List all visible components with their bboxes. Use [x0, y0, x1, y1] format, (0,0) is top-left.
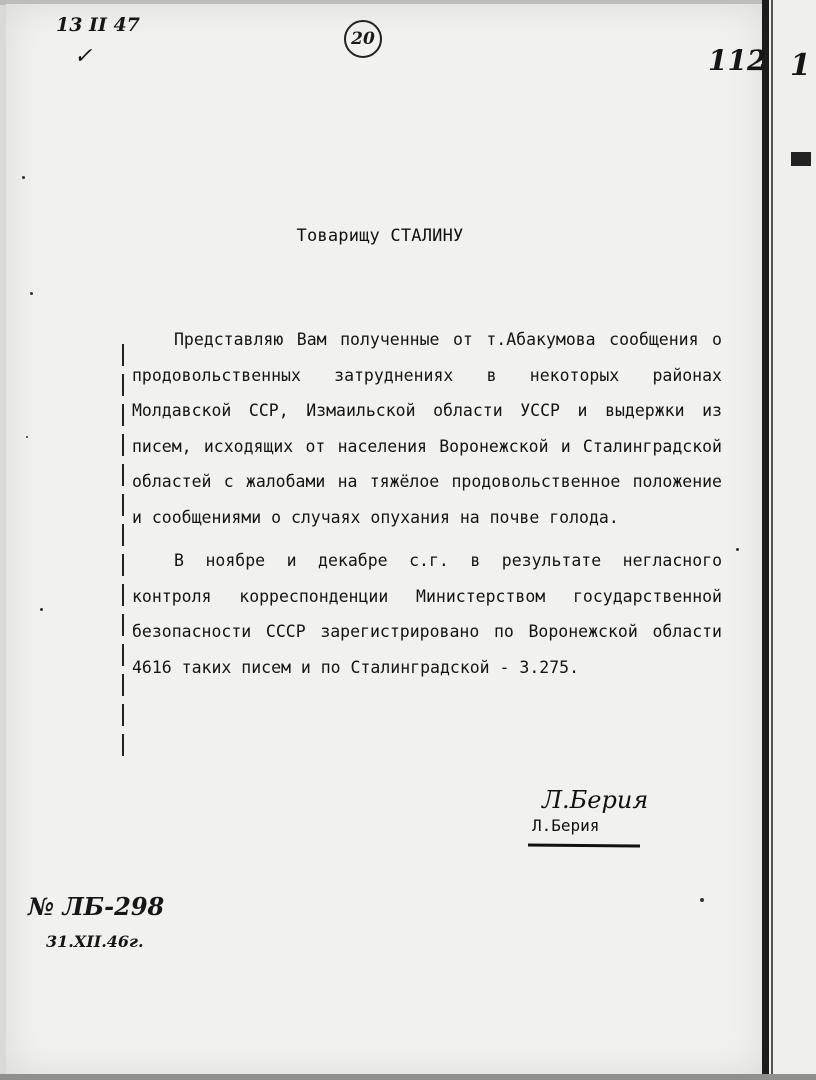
- page-number-text: 20: [351, 29, 375, 49]
- scan-speck: [30, 292, 33, 295]
- page-binding-shadow: [771, 0, 773, 1080]
- signature-block: [520, 786, 660, 856]
- paragraph-1: Представляю Вам полученные от т.Абакумова сообщения о продовольственных затруднениях в некоторых районах Молдавской ССР, Измаильской области УССР и выдержки из писем, исходящих от населения Воронежской и Сталинградской областей с жалобами на тяжёлое продовольственное положение и сообщениями о случаях опухания на почве голода.: [132, 330, 722, 527]
- scan-speck: [40, 608, 43, 611]
- circled-page-number: [344, 20, 382, 58]
- typed-signature-name: Л.Берия: [532, 816, 600, 835]
- addressee-heading: Товарищу СТАЛИНУ: [296, 226, 464, 246]
- outgoing-registration-date: 31.XII.46г.: [46, 932, 144, 951]
- page-binding-edge: [762, 0, 769, 1080]
- binding-mark: [791, 152, 811, 166]
- scan-speck: [736, 548, 739, 551]
- handwritten-signature: Л.Берия: [542, 786, 649, 814]
- letter-body: [132, 322, 722, 685]
- handwritten-check-mark: ✓: [74, 44, 93, 69]
- outgoing-registration-number: № ЛБ-298: [28, 892, 165, 921]
- scan-speck: [26, 436, 28, 438]
- handwritten-receipt-date: 13 II 47: [56, 14, 140, 36]
- scan-bottom-edge: [0, 1074, 816, 1080]
- margin-marker-line: [122, 344, 124, 764]
- sheet-number: 1: [790, 48, 811, 83]
- signature-underline: [528, 844, 640, 848]
- paragraph-2: В ноябре и декабре с.г. в результате негласного контроля корреспонденции Министерством государственной безопасности СССР зарегистрировано по Воронежской области 4616 таких писем и по Сталинградской - 3.275.: [132, 551, 722, 677]
- scan-speck: [700, 898, 704, 902]
- scan-speck: [22, 176, 25, 179]
- archive-folio-number: 112: [708, 44, 767, 77]
